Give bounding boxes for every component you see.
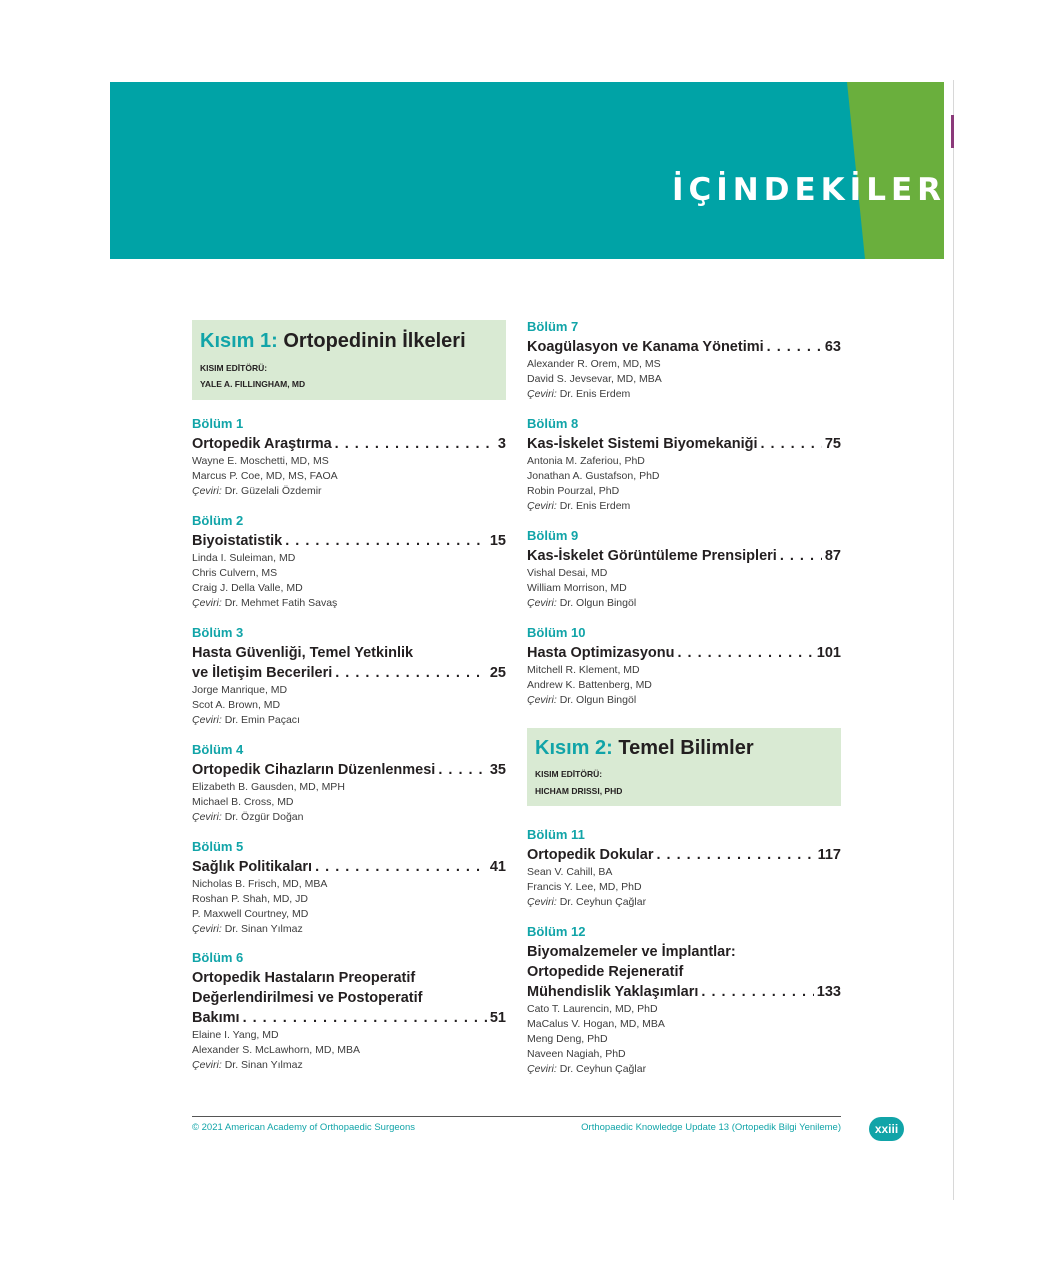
part-1-name: Ortopedinin İlkeleri	[283, 330, 466, 352]
chapter-author: Jorge Manrique, MD	[192, 684, 288, 696]
translator-label: Çeviri:	[192, 1059, 222, 1071]
chapter-author: Michael B. Cross, MD	[192, 796, 294, 808]
leader-dots	[315, 857, 487, 877]
chapter-title-line: Kas-İskelet Görüntüleme Prensipleri	[527, 548, 777, 564]
chapter-title	[527, 845, 841, 865]
leader-dots	[285, 531, 487, 551]
chapter-author: William Morrison, MD	[527, 582, 627, 594]
chapter-author: Andrew K. Battenberg, MD	[527, 679, 652, 691]
chapter-author: P. Maxwell Courtney, MD	[192, 908, 309, 920]
translator-name: Dr. Olgun Bingöl	[559, 694, 637, 706]
chapter-author: Robin Pourzal, PhD	[527, 485, 620, 497]
chapter-page-number: 25	[489, 665, 506, 681]
translator-name: Dr. Enis Erdem	[559, 500, 631, 512]
chapter-title	[192, 857, 506, 877]
chapter-title	[192, 760, 506, 780]
chapter-author: Antonia M. Zaferiou, PhD	[527, 455, 645, 467]
chapter-title-line: Kas-İskelet Sistemi Biyomekaniği	[527, 436, 758, 452]
chapter-number: Bölüm 1	[192, 416, 244, 431]
footer-book-title: Orthopaedic Knowledge Update 13 (Ortopedik Bilgi Yenileme)	[581, 1122, 841, 1133]
chapter-entry	[192, 948, 506, 1073]
chapter-author: MaCalus V. Hogan, MD, MBA	[527, 1018, 665, 1030]
chapter-number: Bölüm 9	[527, 528, 579, 543]
chapter-title-line: Ortopedik Hastaların Preoperatif	[192, 970, 416, 986]
chapter-translator	[527, 499, 841, 514]
translator-name: Dr. Mehmet Fatih Savaş	[224, 597, 338, 609]
translator-label: Çeviri:	[527, 597, 557, 609]
page-number-badge: xxiii	[869, 1117, 904, 1141]
translator-name: Dr. Enis Erdem	[559, 388, 631, 400]
part-1-editor-name: YALE A. FILLINGHAM, MD	[200, 379, 306, 389]
part-1-label: Kısım 1:	[200, 330, 278, 352]
part-2-label: Kısım 2:	[535, 737, 613, 759]
chapter-translator	[192, 922, 506, 937]
chapter-page-number: 15	[489, 533, 506, 549]
chapter-title-line: Ortopedik Araştırma	[192, 436, 332, 452]
header-banner	[110, 82, 944, 259]
chapter-author: Cato T. Laurencin, MD, PhD	[527, 1003, 658, 1015]
translator-name: Dr. Güzelali Özdemir	[224, 485, 322, 497]
translator-label: Çeviri:	[192, 923, 222, 935]
chapter-title-line: Ortopedik Cihazların Düzenlenmesi	[192, 762, 436, 778]
chapter-author: Scot A. Brown, MD	[192, 699, 281, 711]
chapter-title	[527, 337, 841, 357]
translator-label: Çeviri:	[527, 500, 557, 512]
part-1-title	[200, 330, 466, 353]
part-2-name: Temel Bilimler	[618, 737, 754, 759]
chapter-author: Jonathan A. Gustafson, PhD	[527, 470, 660, 482]
chapter-number: Bölüm 11	[527, 827, 585, 842]
leader-dots	[335, 663, 487, 683]
translator-name: Dr. Sinan Yılmaz	[224, 923, 303, 935]
part-2-title	[535, 737, 754, 760]
chapter-author: Mitchell R. Klement, MD	[527, 664, 640, 676]
chapter-title	[192, 968, 506, 1028]
chapter-translator	[192, 810, 506, 825]
chapter-author: Sean V. Cahill, BA	[527, 866, 613, 878]
chapter-title	[527, 434, 841, 454]
chapter-entry	[192, 511, 506, 611]
chapter-title-line: Hasta Optimizasyonu	[527, 645, 675, 661]
leader-dots	[701, 982, 813, 1002]
chapter-page-number: 101	[816, 645, 841, 661]
translator-label: Çeviri:	[192, 485, 222, 497]
chapter-entry	[527, 414, 841, 514]
chapter-entry	[527, 922, 841, 1077]
chapter-number: Bölüm 10	[527, 625, 586, 640]
part-2-editor-label: KISIM EDİTÖRÜ:	[535, 769, 603, 779]
chapter-author: Naveen Nagiah, PhD	[527, 1048, 626, 1060]
chapter-page-number: 63	[824, 339, 841, 355]
chapter-entry	[527, 825, 841, 910]
chapter-page-number: 75	[824, 436, 841, 452]
chapter-entry	[527, 526, 841, 611]
banner-graphic	[110, 82, 944, 259]
chapter-title	[192, 531, 506, 551]
page-title: İÇİNDEKİLER	[671, 172, 946, 208]
chapter-title-line: Koagülasyon ve Kanama Yönetimi	[527, 339, 764, 355]
part-2-box	[527, 728, 841, 806]
chapter-title-line: Mühendislik Yaklaşımları	[527, 984, 699, 1000]
leader-dots	[780, 546, 822, 566]
translator-label: Çeviri:	[192, 811, 222, 823]
chapter-title	[192, 643, 506, 683]
chapter-title-line: Bakımı	[192, 1010, 240, 1026]
leader-dots	[677, 643, 813, 663]
footer-rule	[192, 1116, 841, 1117]
chapter-title-line: Ortopedik Dokular	[527, 847, 654, 863]
page-edge-marker	[951, 115, 954, 148]
chapter-number: Bölüm 8	[527, 416, 579, 431]
leader-dots	[767, 337, 822, 357]
translator-label: Çeviri:	[192, 714, 222, 726]
chapter-author: Vishal Desai, MD	[527, 567, 608, 579]
chapter-author: Francis Y. Lee, MD, PhD	[527, 881, 642, 893]
translator-label: Çeviri:	[527, 694, 557, 706]
chapter-title	[527, 643, 841, 663]
leader-dots	[657, 845, 815, 865]
translator-name: Dr. Olgun Bingöl	[559, 597, 637, 609]
chapter-translator	[192, 713, 506, 728]
chapter-page-number: 133	[816, 984, 841, 1000]
chapter-number: Bölüm 7	[527, 319, 579, 334]
chapter-page-number: 51	[489, 1010, 506, 1026]
chapter-title	[527, 546, 841, 566]
translator-name: Dr. Özgür Doğan	[224, 811, 304, 823]
translator-name: Dr. Ceyhun Çağlar	[559, 1063, 647, 1075]
chapter-entry	[527, 623, 841, 708]
part-2-editor-name: HICHAM DRISSI, PHD	[535, 786, 623, 796]
chapter-author: Elaine I. Yang, MD	[192, 1029, 279, 1041]
translator-label: Çeviri:	[192, 597, 222, 609]
leader-dots	[243, 1008, 487, 1028]
chapter-entry	[192, 414, 506, 499]
part-1-box	[192, 320, 506, 400]
chapter-number: Bölüm 4	[192, 742, 244, 757]
chapter-translator	[527, 693, 841, 708]
chapter-title	[527, 942, 841, 1002]
chapter-author: Nicholas B. Frisch, MD, MBA	[192, 878, 328, 890]
chapter-translator	[527, 895, 841, 910]
chapter-author: David S. Jevsevar, MD, MBA	[527, 373, 662, 385]
chapter-author: Marcus P. Coe, MD, MS, FAOA	[192, 470, 338, 482]
chapter-author: Linda I. Suleiman, MD	[192, 552, 296, 564]
chapter-page-number: 35	[489, 762, 506, 778]
translator-name: Dr. Sinan Yılmaz	[224, 1059, 303, 1071]
chapter-page-number: 117	[817, 847, 841, 863]
chapter-page-number: 3	[497, 436, 506, 452]
chapter-title-line: Hasta Güvenliği, Temel Yetkinlik	[192, 645, 414, 661]
translator-name: Dr. Emin Paçacı	[224, 714, 300, 726]
chapter-title	[192, 434, 506, 454]
translator-label: Çeviri:	[527, 1063, 557, 1075]
translator-label: Çeviri:	[527, 388, 557, 400]
chapter-entry	[192, 837, 506, 937]
leader-dots	[761, 434, 822, 454]
chapter-author: Elizabeth B. Gausden, MD, MPH	[192, 781, 345, 793]
chapter-title-line: Biyoistatistik	[192, 533, 283, 549]
chapter-translator	[527, 1062, 841, 1077]
chapter-entry	[527, 317, 841, 402]
chapter-title-line: Değerlendirilmesi ve Postoperatif	[192, 990, 423, 1006]
chapter-number: Bölüm 12	[527, 924, 586, 939]
leader-dots	[335, 434, 495, 454]
chapter-author: Wayne E. Moschetti, MD, MS	[192, 455, 329, 467]
chapter-translator	[527, 387, 841, 402]
chapter-title-line: Biyomalzemeler ve İmplantlar:	[527, 944, 736, 960]
chapter-title-line: ve İletişim Becerileri	[192, 665, 333, 681]
chapter-page-number: 87	[824, 548, 841, 564]
chapter-number: Bölüm 6	[192, 950, 244, 965]
chapter-translator	[192, 596, 506, 611]
chapter-translator	[192, 484, 506, 499]
chapter-author: Meng Deng, PhD	[527, 1033, 608, 1045]
chapter-title-line: Ortopedide Rejeneratif	[527, 964, 684, 980]
chapter-author: Chris Culvern, MS	[192, 567, 278, 579]
page-edge	[953, 80, 954, 1200]
part-1-editor-label: KISIM EDİTÖRÜ:	[200, 363, 268, 373]
chapter-author: Craig J. Della Valle, MD	[192, 582, 303, 594]
chapter-entry	[192, 740, 506, 825]
chapter-number: Bölüm 5	[192, 839, 244, 854]
chapter-number: Bölüm 2	[192, 513, 244, 528]
chapter-title-line: Sağlık Politikaları	[192, 859, 313, 875]
footer-copyright: © 2021 American Academy of Orthopaedic Surgeons	[192, 1122, 415, 1133]
chapter-author: Alexander R. Orem, MD, MS	[527, 358, 661, 370]
chapter-number: Bölüm 3	[192, 625, 244, 640]
chapter-author: Roshan P. Shah, MD, JD	[192, 893, 308, 905]
chapter-translator	[527, 596, 841, 611]
translator-name: Dr. Ceyhun Çağlar	[559, 896, 647, 908]
translator-label: Çeviri:	[527, 896, 557, 908]
chapter-entry	[192, 623, 506, 728]
chapter-author: Alexander S. McLawhorn, MD, MBA	[192, 1044, 361, 1056]
chapter-page-number: 41	[489, 859, 506, 875]
leader-dots	[438, 760, 487, 780]
chapter-translator	[192, 1058, 506, 1073]
